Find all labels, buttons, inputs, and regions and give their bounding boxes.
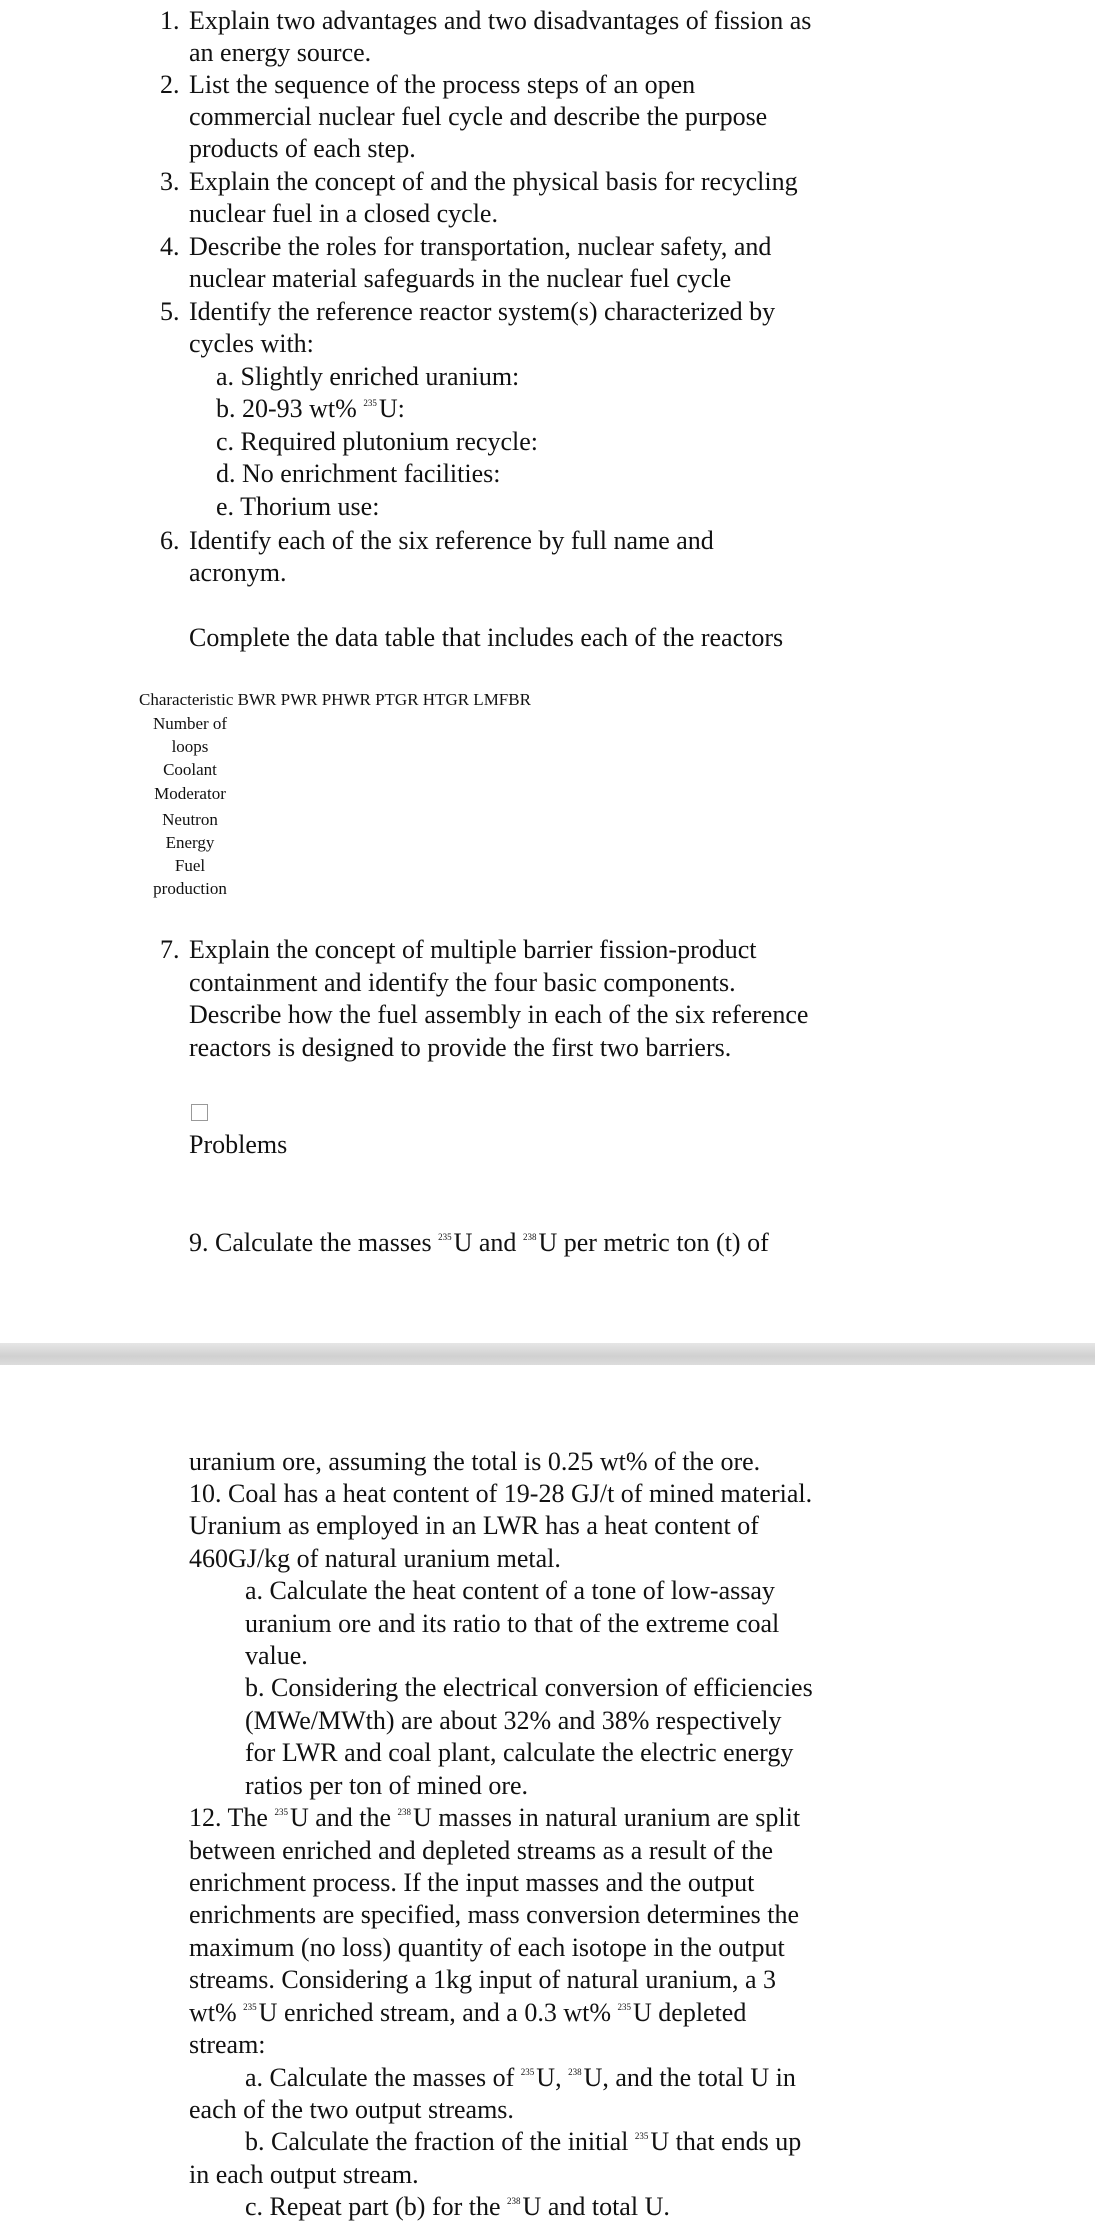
q3-text-line1: Explain the concept of and the physical basis for recycling — [189, 167, 798, 196]
q5-text-line2: cycles with: — [189, 329, 314, 358]
q12-text-part: 12. The — [189, 1803, 268, 1832]
q12-superscript: 235 — [617, 2002, 631, 2012]
q12-b-superscript: 235 — [634, 2131, 649, 2141]
q12-text-part: U masses in natural uranium are split — [413, 1803, 801, 1832]
q12-text-line3: enrichment process. If the input masses and the output — [189, 1868, 755, 1897]
q5-item-d: d. No enrichment facilities: — [216, 459, 501, 488]
table-row-label — [130, 758, 250, 781]
q12-superscript: 238 — [397, 1807, 412, 1817]
q12-text-part: U and the — [289, 1803, 392, 1832]
row-label-line: Energy — [165, 833, 215, 852]
q10-a-line3: value. — [245, 1641, 308, 1670]
q2-number: 2. — [160, 70, 180, 99]
q3-number: 3. — [160, 167, 180, 196]
q9-text — [189, 1226, 769, 1265]
q12-a-line2: each of the two output streams. — [189, 2095, 514, 2124]
q9-superscript: 238 — [522, 1232, 537, 1242]
q7-number: 7. — [160, 935, 180, 964]
q5-number: 5. — [160, 297, 180, 326]
q5-item-b-superscript: 235 — [363, 398, 377, 408]
q4-text-line1: Describe the roles for transportation, nuclear safety, and — [189, 232, 772, 261]
q9-text-part: U and — [453, 1228, 517, 1257]
row-label-line: loops — [171, 737, 209, 756]
q10-text-line1: 10. Coal has a heat content of 19-28 GJ/t of mined material. — [189, 1479, 813, 1508]
q10-text-line3: 460GJ/kg of natural uranium metal. — [189, 1544, 561, 1573]
q12-c-text-part: c. Repeat part (b) for the — [245, 2192, 501, 2221]
q12-superscript: 235 — [243, 2002, 257, 2012]
table-row-label — [130, 808, 250, 854]
q1-number: 1. — [160, 6, 180, 35]
q10-a-line1: a. Calculate the heat content of a tone of low-assay — [245, 1576, 775, 1605]
q12-a-text-part: a. Calculate the masses of — [245, 2063, 515, 2092]
q7-text-line2: containment and identify the four basic components. — [189, 968, 736, 997]
q5-item-e: e. Thorium use: — [216, 492, 380, 521]
q10-text-line2: Uranium as employed in an LWR has a heat content of — [189, 1511, 759, 1540]
q1-text-line2: an energy source. — [189, 38, 372, 67]
q12-a-superscript: 235 — [520, 2067, 535, 2077]
q12-text-part: U depleted — [633, 1998, 747, 2027]
q2-text-line1: List the sequence of the process steps of an open — [189, 70, 696, 99]
page-divider — [0, 1343, 1095, 1365]
table-row-label — [130, 782, 250, 805]
q12-text-line6: streams. Considering a 1kg input of natural uranium, a 3 — [189, 1965, 777, 1994]
q12-a-superscript: 238 — [568, 2067, 582, 2077]
q12-text-line4: enrichments are specified, mass conversion determines the — [189, 1900, 800, 1929]
q9-text-part: 9. Calculate the masses — [189, 1228, 432, 1257]
q6-text-line2: acronym. — [189, 558, 287, 587]
q7-text-line4: reactors is designed to provide the first two barriers. — [189, 1033, 732, 1062]
q5-item-c: c. Required plutonium recycle: — [216, 427, 539, 456]
q12-b-line2: in each output stream. — [189, 2160, 419, 2189]
q12-b-text-part: U that ends up — [650, 2127, 802, 2156]
q12-text-line5: maximum (no loss) quantity of each isotope in the output — [189, 1933, 785, 1962]
q12-c-text-part: U and total U. — [522, 2192, 670, 2221]
q4-number: 4. — [160, 232, 180, 261]
q5-item-b-text: b. 20-93 wt% — [216, 394, 357, 423]
page-2 — [0, 1365, 1095, 2229]
q9-continuation: uranium ore, assuming the total is 0.25 wt% of the ore. — [189, 1447, 761, 1476]
row-label-line: Neutron — [162, 810, 218, 829]
q12-superscript: 235 — [274, 1807, 288, 1817]
row-label-line: Moderator — [154, 784, 226, 803]
row-label-line: Number of — [152, 714, 228, 733]
q10-b-line1: b. Considering the electrical conversion of efficiencies — [245, 1673, 813, 1702]
complete-table-instruction: Complete the data table that includes each of the reactors — [189, 623, 784, 652]
image-placeholder-icon — [191, 1104, 208, 1121]
q12-text-line7 — [189, 1996, 746, 2035]
q9-text-part: U per metric ton (t) of — [538, 1228, 769, 1257]
q7-text-line1: Explain the concept of multiple barrier fission-product — [189, 935, 757, 964]
q12-text-part: U enriched stream, and a 0.3 wt% — [258, 1998, 611, 2027]
q4-text-line2: nuclear material safeguards in the nuclear fuel cycle — [189, 264, 732, 293]
q6-text-line1: Identify each of the six reference by full name and — [189, 526, 714, 555]
q12-text-line8: stream: — [189, 2030, 266, 2059]
q5-item-b-suffix: U: — [378, 394, 405, 423]
q10-b-line3: for LWR and coal plant, calculate the electric energy — [245, 1738, 794, 1767]
q12-c-superscript: 238 — [507, 2196, 521, 2206]
q5-text-line1: Identify the reference reactor system(s) characterized by — [189, 297, 776, 326]
q10-b-line4: ratios per ton of mined ore. — [245, 1771, 529, 1800]
q7-text-line3: Describe how the fuel assembly in each of the six reference — [189, 1000, 809, 1029]
q2-text-line3: products of each step. — [189, 134, 416, 163]
q12-a-text-part: U, and the total U in — [583, 2063, 796, 2092]
q12-b-text-part: b. Calculate the fraction of the initial — [245, 2127, 629, 2156]
table-row-label — [130, 854, 250, 900]
q10-a-line2: uranium ore and its ratio to that of the extreme coal — [245, 1609, 780, 1638]
q10-b-line2: (MWe/MWth) are about 32% and 38% respectively — [245, 1706, 782, 1735]
q12-a-text-part: U, — [536, 2063, 562, 2092]
table-row-label — [130, 712, 250, 758]
q9-superscript: 235 — [438, 1232, 452, 1242]
q12-text-part: wt% — [189, 1998, 237, 2027]
table-header: Characteristic BWR PWR PHWR PTGR HTGR LMFBR — [139, 690, 531, 709]
q2-text-line2: commercial nuclear fuel cycle and describe the purpose — [189, 102, 768, 131]
q12-text-line2: between enriched and depleted streams as a result of the — [189, 1836, 774, 1865]
q3-text-line2: nuclear fuel in a closed cycle. — [189, 199, 498, 228]
q12-c-line — [245, 2190, 670, 2229]
row-label-line: production — [153, 879, 227, 898]
problems-heading: Problems — [189, 1130, 288, 1159]
q6-number: 6. — [160, 526, 180, 555]
row-label-line: Coolant — [163, 760, 217, 779]
q1-text-line1: Explain two advantages and two disadvantages of fission as — [189, 6, 812, 35]
q5-item-a: a. Slightly enriched uranium: — [216, 362, 520, 391]
row-label-line: Fuel — [174, 856, 206, 875]
